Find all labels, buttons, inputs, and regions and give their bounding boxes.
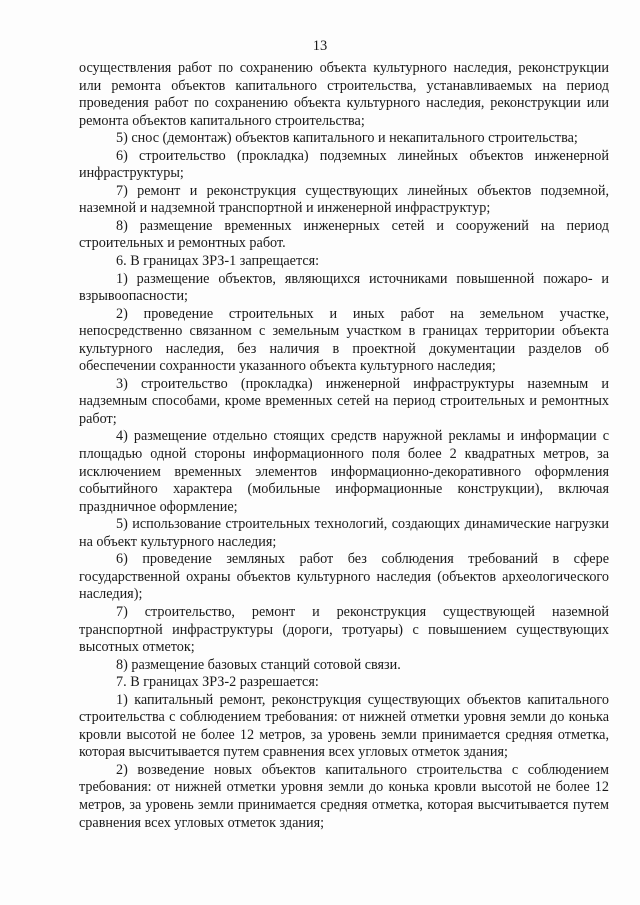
- paragraph-item-7-repair: 7) ремонт и реконструкция существующих линейных объектов подземной, наземной и надземной транспортной и инженерной инфраструктур;: [79, 182, 609, 217]
- paragraph-zrz1-item-3: 3) строительство (прокладка) инженерной инфраструктуры наземным и надземным способами, кроме временных сетей на период строительных и ремонтных работ;: [79, 375, 609, 427]
- paragraph-item-5-demolition: 5) снос (демонтаж) объектов капитального и некапитального строительства;: [116, 130, 578, 147]
- paragraph-zrz1-item-2: 2) проведение строительных и иных работ на земельном участке, непосредственно связанном с земельным участком в границах территории объекта культурного наследия, без наличия в проектной документации разделов об обеспечении сохранности указанного объекта культурного наследия;: [79, 305, 609, 375]
- paragraph-zrz1-item-4: 4) размещение отдельно стоящих средств наружной рекламы и информации с площадью одной стороны информационного поля более 2 квадратных метров, за исключением временных элементов информационно-декоративного оформления событийного характера (мобильные информационные конструкции), включая праздничное оформление;: [79, 428, 609, 515]
- paragraph-zrz1-item-5: 5) использование строительных технологий, создающих динамические нагрузки на объект культурного наследия;: [79, 516, 609, 550]
- paragraph-item-8-temporary: 8) размещение временных инженерных сетей и сооружений на период строительных и ремонтных работ.: [79, 217, 609, 252]
- paragraph-zrz1-item-1: 1) размещение объектов, являющихся источниками повышенной пожаро- и взрывоопасности;: [79, 270, 609, 305]
- paragraph-zrz2-item-1: 1) капитальный ремонт, реконструкция существующих объектов капитального строительства с соблюдением требования: от нижней отметки уровня земли до конька кровли высотой не более 12 метров, за уровень земли принимается средняя отметка, которая высчитывается путем сравнения всех угловых отметок здания;: [79, 691, 609, 761]
- document-body: [79, 60, 609, 832]
- paragraph-zrz1-item-7: 7) строительство, ремонт и реконструкция существующей наземной транспортной инфраструктуры (дороги, тротуары) с повышением существующих высотных отметок;: [79, 603, 609, 656]
- paragraph-zrz1-item-6: 6) проведение земляных работ без соблюдения требований в сфере государственной охраны объектов культурного наследия (объектов археологического наследия);: [79, 551, 609, 603]
- section-heading-zrz1: 6. В границах ЗРЗ-1 запрещается:: [116, 253, 320, 270]
- paragraph-item-6-underground: 6) строительство (прокладка) подземных линейных объектов инженерной инфраструктуры;: [79, 147, 609, 182]
- page-number: 13: [312, 38, 328, 54]
- paragraph-zrz2-item-2: 2) возведение новых объектов капитального строительства с соблюдением требования: от нижней отметки уровня земли до конька кровли высотой не более 12 метров, за уровень земли принимается средняя отметка, которая высчитывается путем сравнения всех угловых отметок здания;: [79, 761, 609, 831]
- paragraph-zrz1-item-8: 8) размещение базовых станций сотовой связи.: [116, 656, 401, 673]
- paragraph-continuation: осуществления работ по сохранению объекта культурного наследия, реконструкции или ремонта объектов капитального строительства, устанавливаемых на период проведения работ по сохранению объекта культурного наследия, реконструкции или ремонта объектов капитального строительства;: [79, 60, 609, 129]
- section-heading-zrz2: 7. В границах ЗРЗ-2 разрешается:: [116, 674, 319, 691]
